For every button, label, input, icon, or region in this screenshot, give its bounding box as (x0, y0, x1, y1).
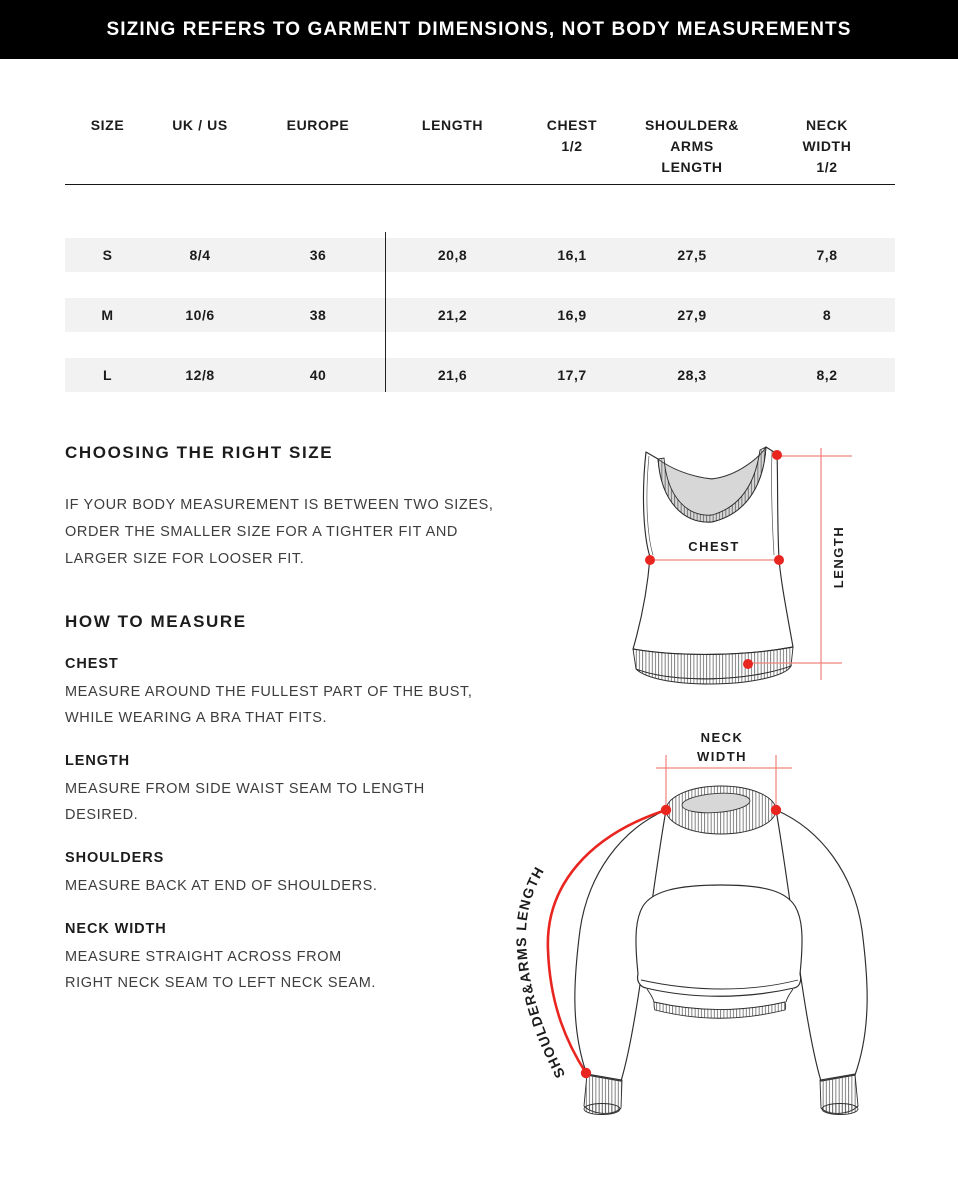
column-header-chest-half: CHEST 1/2 (546, 117, 598, 154)
cell-europe: 38 (309, 307, 327, 323)
cell-length: 20,8 (437, 247, 468, 263)
measure-length-label: LENGTH (65, 753, 131, 769)
column-header-shoulder-arms: SHOULDER& ARMS LENGTH (644, 117, 740, 175)
cell-chest-half: 16,1 (557, 247, 587, 263)
table-vertical-divider (385, 232, 386, 392)
measure-chest-text: MEASURE AROUND THE FULLEST PART OF THE BUST, WHILE WEARING A BRA THAT FITS. (65, 684, 473, 726)
sweater-left-cuff-rim (584, 1104, 620, 1115)
measure-length-text: MEASURE FROM SIDE WAIST SEAM TO LENGTH DESIRED. (65, 781, 425, 823)
sweater-chest-panel (636, 885, 802, 996)
column-header-europe: EUROPE (286, 117, 350, 133)
cell-neck-width-half: 8,2 (816, 367, 838, 383)
table-row-s (65, 238, 895, 272)
choosing-size-paragraph: IF YOUR BODY MEASUREMENT IS BETWEEN TWO SIZES, ORDER THE SMALLER SIZE FOR A TIGHTER FIT AND LARGER SIZE FOR LOOSER FIT. (65, 497, 494, 567)
sweater-waist-side-left (647, 989, 654, 1002)
cell-size: M (101, 307, 114, 323)
measure-point-hem (743, 659, 753, 669)
measure-chest-label: CHEST (65, 656, 119, 672)
banner (0, 0, 958, 59)
cell-length: 21,2 (437, 307, 468, 323)
measure-point-shoulder (772, 450, 782, 460)
tank-top-diagram (600, 435, 890, 735)
cell-length: 21,6 (437, 367, 468, 383)
cell-neck-width-half: 7,8 (816, 247, 838, 263)
cell-uk-us: 8/4 (189, 247, 211, 263)
measure-point-neck-right (771, 805, 781, 815)
column-header-neck-width: NECK WIDTH 1/2 (802, 117, 852, 175)
cell-shoulder-arms: 28,3 (677, 367, 707, 383)
cell-shoulder-arms: 27,5 (677, 247, 707, 263)
table-row-l (65, 358, 895, 392)
cell-chest-half: 17,7 (557, 367, 587, 383)
how-to-measure-title: HOW TO MEASURE (65, 612, 247, 631)
measure-neck-width-label: NECK WIDTH (65, 921, 167, 937)
banner-text: SIZING REFERS TO GARMENT DIMENSIONS, NOT BODY MEASUREMENTS (106, 18, 852, 40)
measure-point-chest-left (645, 555, 655, 565)
sweater-hem-band (654, 1002, 786, 1018)
choosing-size-title: CHOOSING THE RIGHT SIZE (65, 443, 334, 462)
table-header-divider (65, 184, 895, 185)
measure-point-chest-right (774, 555, 784, 565)
measure-shoulders-text: MEASURE BACK AT END OF SHOULDERS. (65, 878, 378, 894)
length-label: LENGTH (831, 525, 846, 589)
cell-size: L (102, 367, 113, 383)
cell-uk-us: 10/6 (185, 307, 215, 323)
measure-shoulders-label: SHOULDERS (65, 850, 165, 866)
cell-europe: 36 (309, 247, 327, 263)
sweater-right-cuff-rim (822, 1104, 858, 1115)
column-header-uk-us: UK / US (172, 117, 228, 133)
table-row-m (65, 298, 895, 332)
column-header-length: LENGTH (421, 117, 484, 133)
measure-neck-width-text: MEASURE STRAIGHT ACROSS FROM RIGHT NECK SEAM TO LEFT NECK SEAM. (65, 949, 377, 991)
column-header-size: SIZE (90, 117, 125, 133)
cell-size: S (102, 247, 113, 263)
cell-shoulder-arms: 27,9 (677, 307, 707, 323)
measure-point-neck-left (661, 805, 671, 815)
cell-europe: 40 (309, 367, 327, 383)
sweater-diagram (470, 725, 940, 1185)
size-table-header (65, 115, 895, 178)
measure-point-cuff (581, 1068, 591, 1078)
size-table-body (65, 238, 895, 418)
cell-neck-width-half: 8 (822, 307, 832, 323)
cell-uk-us: 12/8 (185, 367, 215, 383)
chest-label: CHEST (688, 539, 740, 554)
neck-width-label-line1: NECK (700, 730, 744, 745)
neck-width-label-line2: WIDTH (696, 749, 748, 764)
shoulder-arms-label: SHOULDER&ARMS LENGTH (512, 863, 569, 1081)
sweater-waist-side-right (786, 989, 793, 1002)
cell-chest-half: 16,9 (557, 307, 587, 323)
